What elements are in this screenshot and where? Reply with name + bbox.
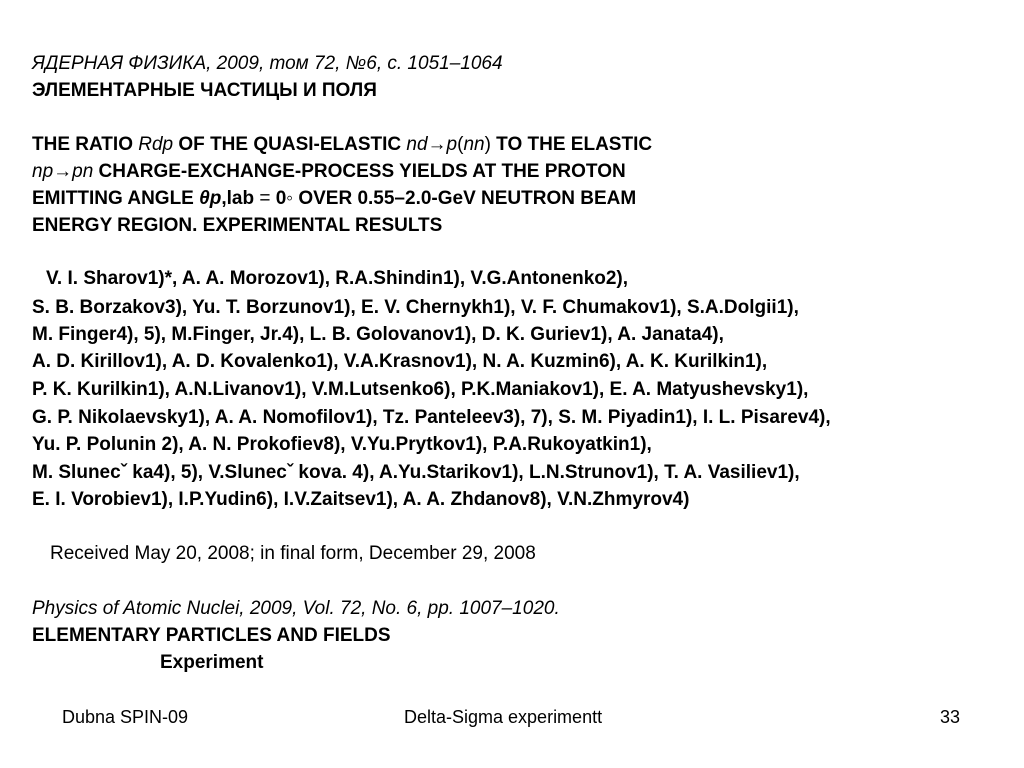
journal-ru-citation: ЯДЕРНАЯ ФИЗИКА, 2009, том 72, №6, с. 1051–1064	[32, 53, 503, 74]
footer-center: Delta-Sigma experimentt	[404, 707, 603, 727]
title-paren: (	[457, 134, 464, 155]
author-line: S. B. Borzakov3), Yu. T. Borzunov1), E. V. Chernykh1), V. F. Chumakov1), S.A.Dolgii1),	[32, 297, 799, 318]
footer-left: Dubna SPIN-09	[62, 707, 189, 727]
title-symbol: Rdp	[138, 134, 174, 155]
author-line: A. D. Kirillov1), A. D. Kovalenko1), V.A.Krasnov1), N. A. Kuzmin6), A. K. Kurilkin1),	[32, 351, 768, 372]
title-text: CHARGE-EXCHANGE-PROCESS YIELDS AT THE PROTON	[93, 161, 626, 182]
received-date: Received May 20, 2008; in final form, December 29, 2008	[50, 543, 536, 564]
title-paren: )	[484, 134, 491, 155]
title-line-1	[32, 133, 652, 157]
title-reaction: nd→p	[406, 134, 458, 155]
journal-en-section: ELEMENTARY PARTICLES AND FIELDS	[32, 625, 391, 646]
author-line: M. Finger4), 5), M.Finger, Jr.4), L. B. Golovanov1), D. K. Guriev1), A. Janata4),	[32, 324, 724, 345]
title-angle-symbol: θp	[199, 188, 222, 209]
title-text: OF THE QUASI-ELASTIC	[173, 134, 407, 155]
title-reaction: np→pn	[32, 161, 94, 182]
title-text: OVER 0.55–2.0-GeV NEUTRON BEAM	[293, 188, 637, 209]
title-value: 0	[275, 188, 287, 209]
title-subscript: ,lab	[221, 188, 255, 209]
journal-en-subsection: Experiment	[160, 652, 264, 673]
journal-en-citation: Physics of Atomic Nuclei, 2009, Vol. 72, No. 6, pp. 1007–1020.	[32, 598, 560, 619]
title-line-4: ENERGY REGION. EXPERIMENTAL RESULTS	[32, 215, 443, 236]
title-degree: ◦	[286, 188, 294, 209]
author-line: G. P. Nikolaevsky1), A. A. Nomofilov1), Tz. Panteleev3), 7), S. M. Piyadin1), I. L. Pisarev4),	[32, 407, 831, 428]
page-number: 33	[940, 707, 961, 727]
title-equals: =	[254, 188, 276, 209]
title-line-2	[32, 160, 626, 184]
title-reaction: nn	[463, 134, 485, 155]
author-line: M. Slunecˇ ka4), 5), V.Slunecˇ kova. 4), A.Yu.Starikov1), L.N.Strunov1), T. A. Vasiliev1),	[32, 462, 800, 483]
title-text: TO THE ELASTIC	[490, 134, 653, 155]
title-line-3	[32, 187, 636, 211]
author-line: V. I. Sharov1)*, A. A. Morozov1), R.A.Shindin1), V.G.Antonenko2),	[46, 268, 629, 289]
title-text: THE RATIO	[32, 134, 139, 155]
author-line: P. K. Kurilkin1), A.N.Livanov1), V.M.Lutsenko6), P.K.Maniakov1), E. A. Matyushevsky1),	[32, 379, 809, 400]
journal-ru-section: ЭЛЕМЕНТАРНЫЕ ЧАСТИЦЫ И ПОЛЯ	[32, 80, 377, 101]
title-text: EMITTING ANGLE	[32, 188, 200, 209]
author-line: Yu. P. Polunin 2), A. N. Prokofiev8), V.Yu.Prytkov1), P.A.Rukoyatkin1),	[32, 434, 652, 455]
author-line: E. I. Vorobiev1), I.P.Yudin6), I.V.Zaitsev1), A. A. Zhdanov8), V.N.Zhmyrov4)	[32, 489, 690, 510]
